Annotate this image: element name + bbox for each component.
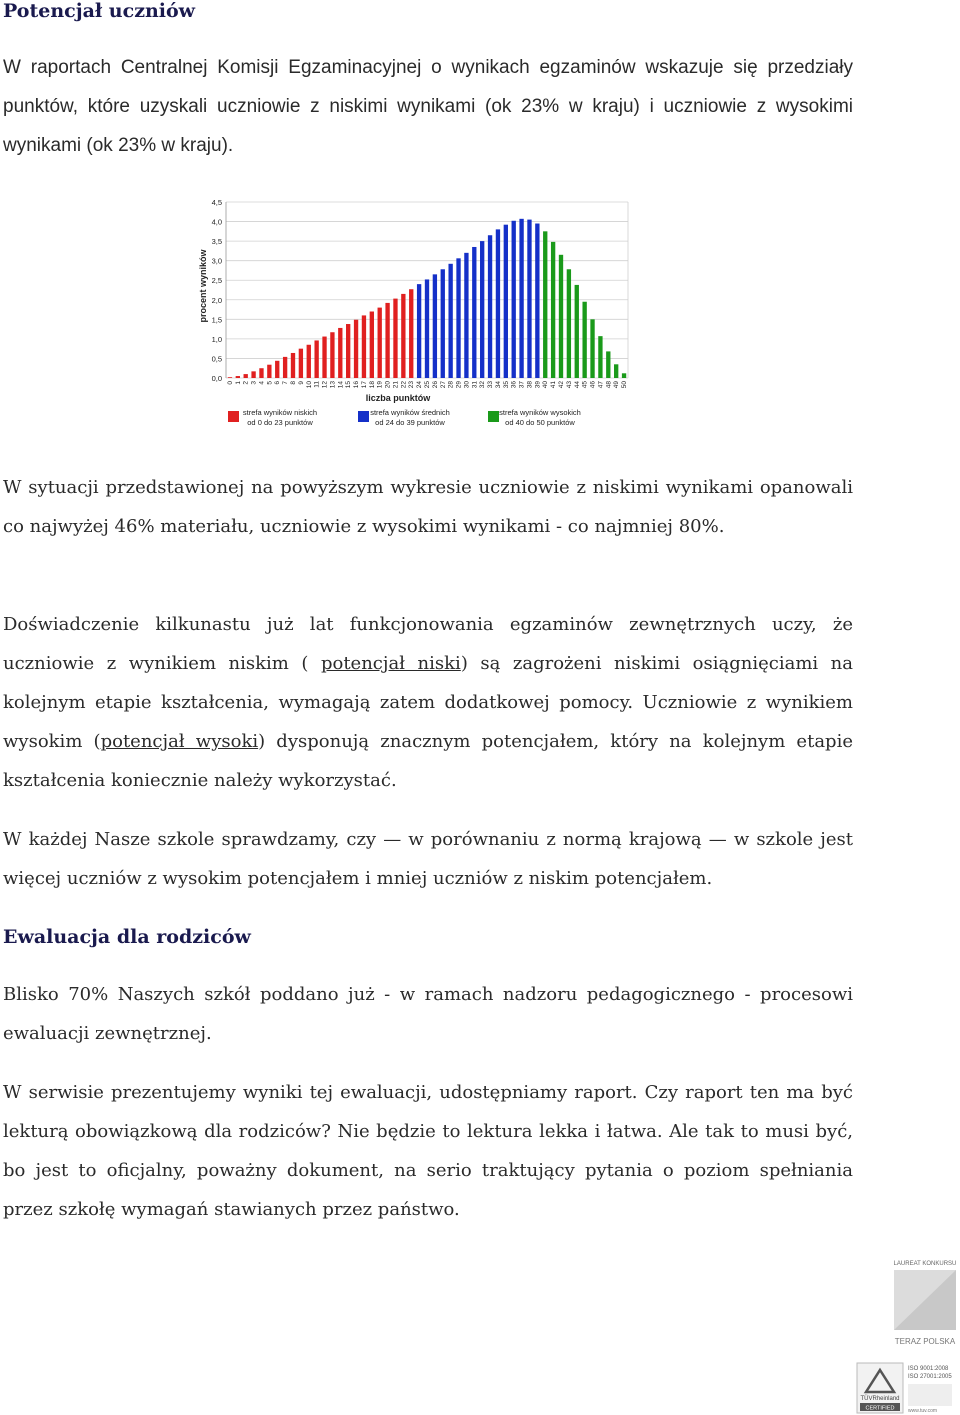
x-tick-label: 31 (471, 381, 479, 389)
bar (401, 294, 405, 378)
bar (433, 274, 437, 378)
x-tick-label: 40 (542, 381, 550, 389)
bar (543, 231, 547, 378)
bar (622, 373, 626, 378)
x-tick-label: 5 (266, 381, 274, 385)
x-tick-label: 48 (605, 381, 613, 389)
intro-paragraph: W raportach Centralnej Komisji Egzaminacyjnej o wynikach egzaminów wskazuje się przedziały punktów, które uzyskali uczniowie z niskimi wynikami (ok 23% w kraju) i uczniowie z wysokimi wynikami (ok 23% w kraju). (3, 57, 853, 156)
x-tick-label: 17 (360, 381, 368, 389)
bar (378, 308, 382, 378)
bar (448, 264, 452, 378)
tuv-certificate-logo (856, 1362, 960, 1414)
bar (535, 224, 539, 378)
bar (251, 371, 255, 378)
x-tick-label: 30 (463, 381, 471, 389)
bar (338, 328, 342, 378)
chart-comment-paragraph: W sytuacji przedstawionej na powyższym wykresie uczniowie z niskimi wynikami opanowali co najwyżej 46% materiału, uczniowie z wysokimi wynikami - co najmniej 80%. (3, 477, 853, 537)
bar (425, 279, 429, 378)
x-tick-label: 1 (234, 381, 242, 385)
high-potential-link[interactable]: potencjał wysoki (100, 731, 259, 752)
x-tick-label: 46 (589, 381, 597, 389)
bar (504, 225, 508, 378)
bar (559, 255, 563, 378)
bar (385, 303, 389, 378)
bars (228, 219, 626, 378)
legend-name: strefa wyników wysokich (499, 408, 581, 417)
bar (346, 324, 350, 378)
experience-text-1: Doświadczenie kilkunastu już lat funkcjonowania egzaminów zewnętrznych uczy, że uczniowie z wynikiem niskim ( (3, 614, 853, 674)
bar (244, 374, 248, 378)
iso-27001-text: ISO 27001:2005 (908, 1374, 952, 1380)
y-tick-label: 4,5 (211, 198, 222, 207)
y-tick-label: 4,0 (211, 217, 222, 227)
bar (519, 219, 523, 378)
x-tick-label: 25 (424, 381, 431, 389)
bar (322, 337, 326, 378)
section-heading-ewaluacja: Ewaluacja dla rodziców (3, 926, 251, 948)
x-tick-label: 45 (581, 381, 589, 389)
legend-swatch (358, 411, 369, 422)
x-tick-label: 12 (321, 381, 329, 389)
legend-name: strefa wyników średnich (370, 408, 450, 417)
x-tick-label: 38 (526, 381, 534, 389)
x-tick-label: 41 (550, 381, 558, 389)
x-tick-label: 7 (282, 381, 290, 385)
x-tick-label: 10 (305, 381, 313, 389)
y-tick-label: 3,0 (211, 256, 222, 266)
x-tick-label: 19 (376, 381, 384, 389)
x-axis-label: liczba punktów (365, 393, 431, 403)
x-tick-label: 23 (408, 381, 416, 389)
tuv-text: TÜVRheinland (860, 1396, 900, 1402)
x-tick-label: 39 (534, 381, 542, 389)
legend-swatch (488, 411, 499, 422)
bar (267, 365, 271, 378)
x-tick-label: 16 (353, 381, 361, 389)
score-distribution-chart (192, 190, 640, 435)
x-tick-label: 35 (502, 381, 510, 389)
laureat-top-text: LAUREAT KONKURSU (893, 1261, 957, 1267)
certified-text: CERTIFIED (865, 1405, 895, 1412)
bar (464, 253, 468, 378)
x-tick-label: 36 (510, 381, 518, 389)
bar (567, 269, 571, 378)
legend-range: od 24 do 39 punktów (375, 418, 445, 427)
y-tick-label: 0,0 (211, 374, 222, 383)
bar (393, 299, 397, 378)
x-tick-label: 14 (337, 381, 345, 389)
legend-name: strefa wyników niskich (242, 408, 318, 417)
x-tick-label: 21 (392, 381, 400, 389)
x-tick-label: 8 (290, 381, 297, 385)
bar (590, 319, 594, 378)
y-axis-label: procent wyników (198, 249, 208, 323)
bar (614, 364, 618, 378)
bar (283, 357, 287, 378)
tuv-web-text: www.tuv.com (908, 1408, 938, 1414)
x-tick-label: 27 (439, 381, 447, 389)
low-potential-link[interactable]: potencjał niski (320, 653, 461, 674)
bar (551, 242, 555, 378)
x-tick-label: 50 (621, 381, 629, 389)
x-tick-label: 22 (400, 381, 408, 389)
chart-legend (228, 408, 581, 427)
bar (527, 220, 531, 378)
legend-range: od 0 do 23 punktów (247, 418, 313, 427)
laureat-bottom-text: TERAZ POLSKA (894, 1337, 956, 1346)
y-tick-label: 2,0 (211, 295, 222, 305)
report-paragraph: W serwisie prezentujemy wyniki tej ewaluacji, udostępniamy raport. Czy raport ten ma być lekturą obowiązkową dla rodziców? Nie będzie to lektura lekka i łatwa. Ale tak to musi być, bo jest to oficjalny, poważny dokument, na serio traktujący pytania o poziom spełniania przez szkołę wymagań stawianych przez państwo. (3, 1082, 853, 1220)
x-tick-label: 11 (313, 381, 321, 388)
x-tick-label: 43 (565, 381, 573, 389)
x-tick-label: 9 (297, 381, 305, 385)
x-tick-label: 18 (368, 381, 376, 389)
x-tick-label: 49 (613, 381, 621, 389)
x-tick-label: 24 (416, 381, 424, 389)
bar (299, 349, 303, 378)
x-tick-label: 26 (431, 381, 439, 389)
experience-text-2: ) są zagrożeni niskimi osiągnięciami na kolejnym etapie kształcenia, wymagają zatem dodatkowej pomocy. Uczniowie z wynikiem wysokim ( (3, 653, 853, 752)
x-tick-label: 20 (384, 381, 392, 389)
x-tick-label: 33 (487, 381, 495, 389)
bar (370, 312, 374, 378)
bar (409, 289, 413, 378)
x-tick-label: 3 (250, 381, 258, 385)
bar (480, 241, 484, 378)
experience-text-3: ) dysponują znacznym potencjałem, który na kolejnym etapie kształcenia koniecznie należy wykorzystać. (3, 731, 853, 791)
legend-range: od 40 do 50 punktów (505, 418, 575, 427)
school-check-paragraph: W każdej Nasze szkole sprawdzamy, czy — w porównaniu z normą krajową — w szkole jest więcej uczniów z wysokim potencjałem i mniej uczniów z niskim potencjałem. (3, 829, 853, 889)
y-tick-label: 3,5 (211, 237, 222, 247)
y-tick-label: 1,5 (211, 315, 222, 325)
x-tick-label: 34 (494, 381, 502, 389)
x-tick-label: 15 (345, 381, 353, 389)
x-tick-label: 0 (226, 381, 234, 385)
tuv-qr-area (908, 1384, 952, 1406)
bar (606, 351, 610, 378)
x-tick-label: 44 (573, 381, 581, 389)
x-tick-label: 28 (447, 381, 455, 389)
bar (307, 345, 311, 378)
bar (488, 235, 492, 378)
evaluation-paragraph: Blisko 70% Naszych szkół poddano już - w ramach nadzoru pedagogicznego - procesowi ewaluacji zewnętrznej. (3, 984, 853, 1044)
bar (456, 258, 460, 378)
x-tick-label: 4 (258, 381, 266, 385)
x-tick-label: 29 (455, 381, 463, 389)
x-tick-label: 2 (242, 381, 250, 385)
x-tick-labels (227, 381, 628, 389)
bar (582, 302, 586, 378)
y-tick-label: 0,5 (211, 354, 222, 364)
bar (291, 353, 295, 378)
x-tick-label: 32 (479, 381, 487, 389)
bar (417, 284, 421, 378)
bar (512, 221, 516, 378)
bar (496, 229, 500, 378)
x-tick-label: 6 (274, 381, 282, 385)
bar (275, 361, 279, 378)
bar (354, 320, 358, 378)
y-tick-labels (212, 198, 222, 383)
legend-swatch (228, 411, 239, 422)
section-heading-potencjal: Potencjał uczniów (3, 0, 196, 22)
bar (314, 340, 318, 378)
teraz-polska-logo (890, 1258, 960, 1350)
y-tick-label: 1,0 (211, 334, 222, 344)
bar (228, 377, 232, 378)
x-tick-label: 37 (518, 381, 526, 389)
iso-9001-text: ISO 9001:2008 (908, 1366, 949, 1372)
bar (259, 368, 263, 378)
y-tick-label: 2,5 (211, 276, 222, 286)
x-tick-label: 13 (329, 381, 337, 389)
bar (598, 336, 602, 378)
x-tick-label: 42 (558, 381, 565, 389)
bar (236, 376, 240, 378)
bar (441, 269, 445, 378)
bar (330, 332, 334, 378)
bar (575, 285, 579, 378)
experience-paragraph (3, 605, 853, 800)
bar (472, 247, 476, 378)
bar (362, 315, 366, 378)
x-tick-label: 47 (597, 381, 605, 389)
